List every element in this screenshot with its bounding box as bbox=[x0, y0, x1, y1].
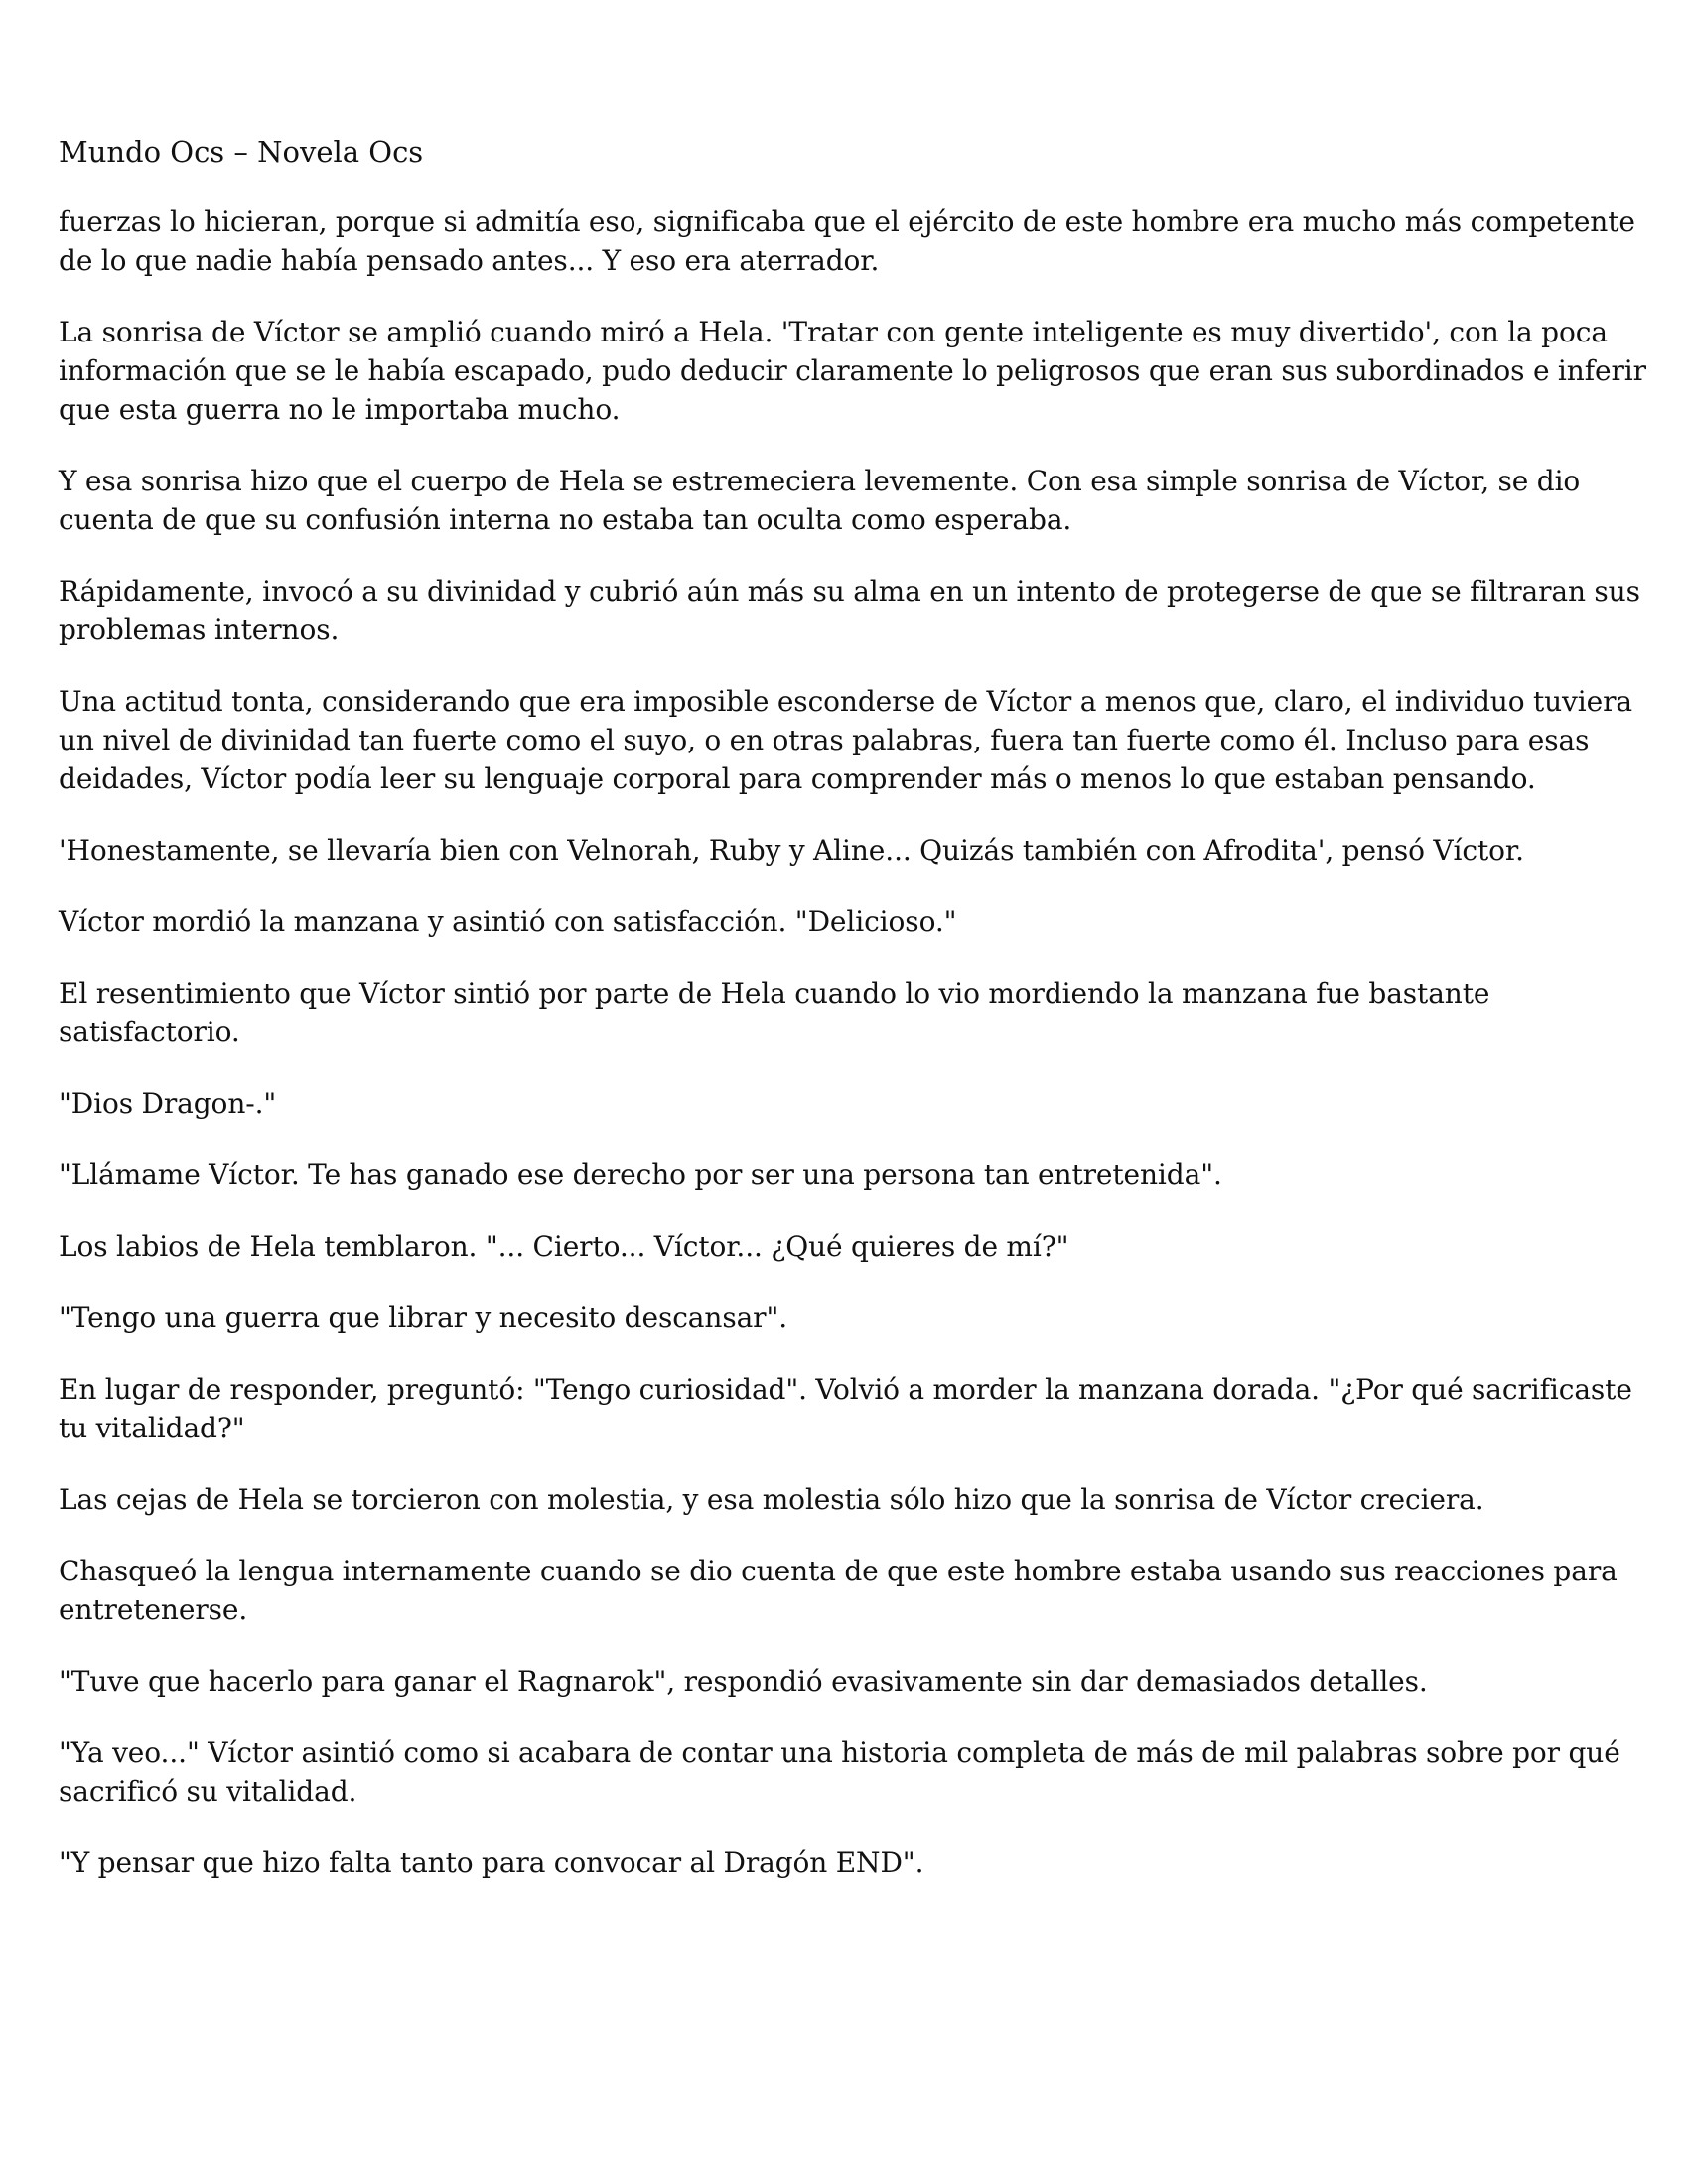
paragraph: "Dios Dragon-." bbox=[59, 1087, 277, 1120]
paragraph: "Llámame Víctor. Te has ganado ese derecho por ser una persona tan entretenida". bbox=[59, 1159, 1222, 1191]
document-body bbox=[59, 203, 1647, 1915]
paragraph: La sonrisa de Víctor se amplió cuando miró a Hela. 'Tratar con gente inteligente es muy divertido', con la poca información que se le había escapado, pudo deducir claramente lo peligrosos que eran sus subordinados e inferir que esta guerra no le importaba mucho. bbox=[59, 316, 1646, 426]
paragraph: En lugar de responder, preguntó: "Tengo curiosidad". Volvió a morder la manzana dorada. "¿Por qué sacrificaste tu vitalidad?" bbox=[59, 1373, 1632, 1444]
page-header: Mundo Ocs – Novela Ocs bbox=[59, 135, 424, 169]
paragraph: Los labios de Hela temblaron. "... Cierto... Víctor... ¿Qué quieres de mí?" bbox=[59, 1230, 1069, 1263]
paragraph: Y esa sonrisa hizo que el cuerpo de Hela se estremeciera levemente. Con esa simple sonrisa de Víctor, se dio cuenta de que su confusión interna no estaba tan oculta como esperaba. bbox=[59, 465, 1581, 536]
paragraph: Víctor mordió la manzana y asintió con satisfacción. "Delicioso." bbox=[59, 905, 957, 938]
paragraph: "Tengo una guerra que librar y necesito descansar". bbox=[59, 1301, 788, 1334]
paragraph: Rápidamente, invocó a su divinidad y cubrió aún más su alma en un intento de protegerse de que se filtraran sus problemas internos. bbox=[59, 575, 1640, 646]
paragraph: El resentimiento que Víctor sintió por parte de Hela cuando lo vio mordiendo la manzana fue bastante satisfactorio. bbox=[59, 977, 1490, 1048]
paragraph: "Ya veo..." Víctor asintió como si acabara de contar una historia completa de más de mil palabras sobre por qué sacrificó su vitalidad. bbox=[59, 1736, 1620, 1808]
paragraph: Una actitud tonta, considerando que era imposible esconderse de Víctor a menos que, claro, el individuo tuviera un nivel de divinidad tan fuerte como el suyo, o en otras palabras, fuera tan fuerte como él. Incluso para esas deidades, Víctor podía leer su lenguaje corporal para comprender más o menos lo que estaban pensando. bbox=[59, 685, 1632, 795]
paragraph: Chasqueó la lengua internamente cuando se dio cuenta de que este hombre estaba usando sus reacciones para entretenerse. bbox=[59, 1555, 1618, 1626]
paragraph: fuerzas lo hicieran, porque si admitía eso, significaba que el ejército de este hombre era mucho más competente de lo que nadie había pensado antes... Y eso era aterrador. bbox=[59, 205, 1635, 277]
paragraph: "Y pensar que hizo falta tanto para convocar al Dragón END". bbox=[59, 1846, 924, 1879]
paragraph: "Tuve que hacerlo para ganar el Ragnarok", respondió evasivamente sin dar demasiados detalles. bbox=[59, 1665, 1428, 1698]
paragraph: 'Honestamente, se llevaría bien con Velnorah, Ruby y Aline... Quizás también con Afrodita', pensó Víctor. bbox=[59, 834, 1524, 867]
paragraph: Las cejas de Hela se torcieron con molestia, y esa molestia sólo hizo que la sonrisa de Víctor creciera. bbox=[59, 1483, 1484, 1516]
